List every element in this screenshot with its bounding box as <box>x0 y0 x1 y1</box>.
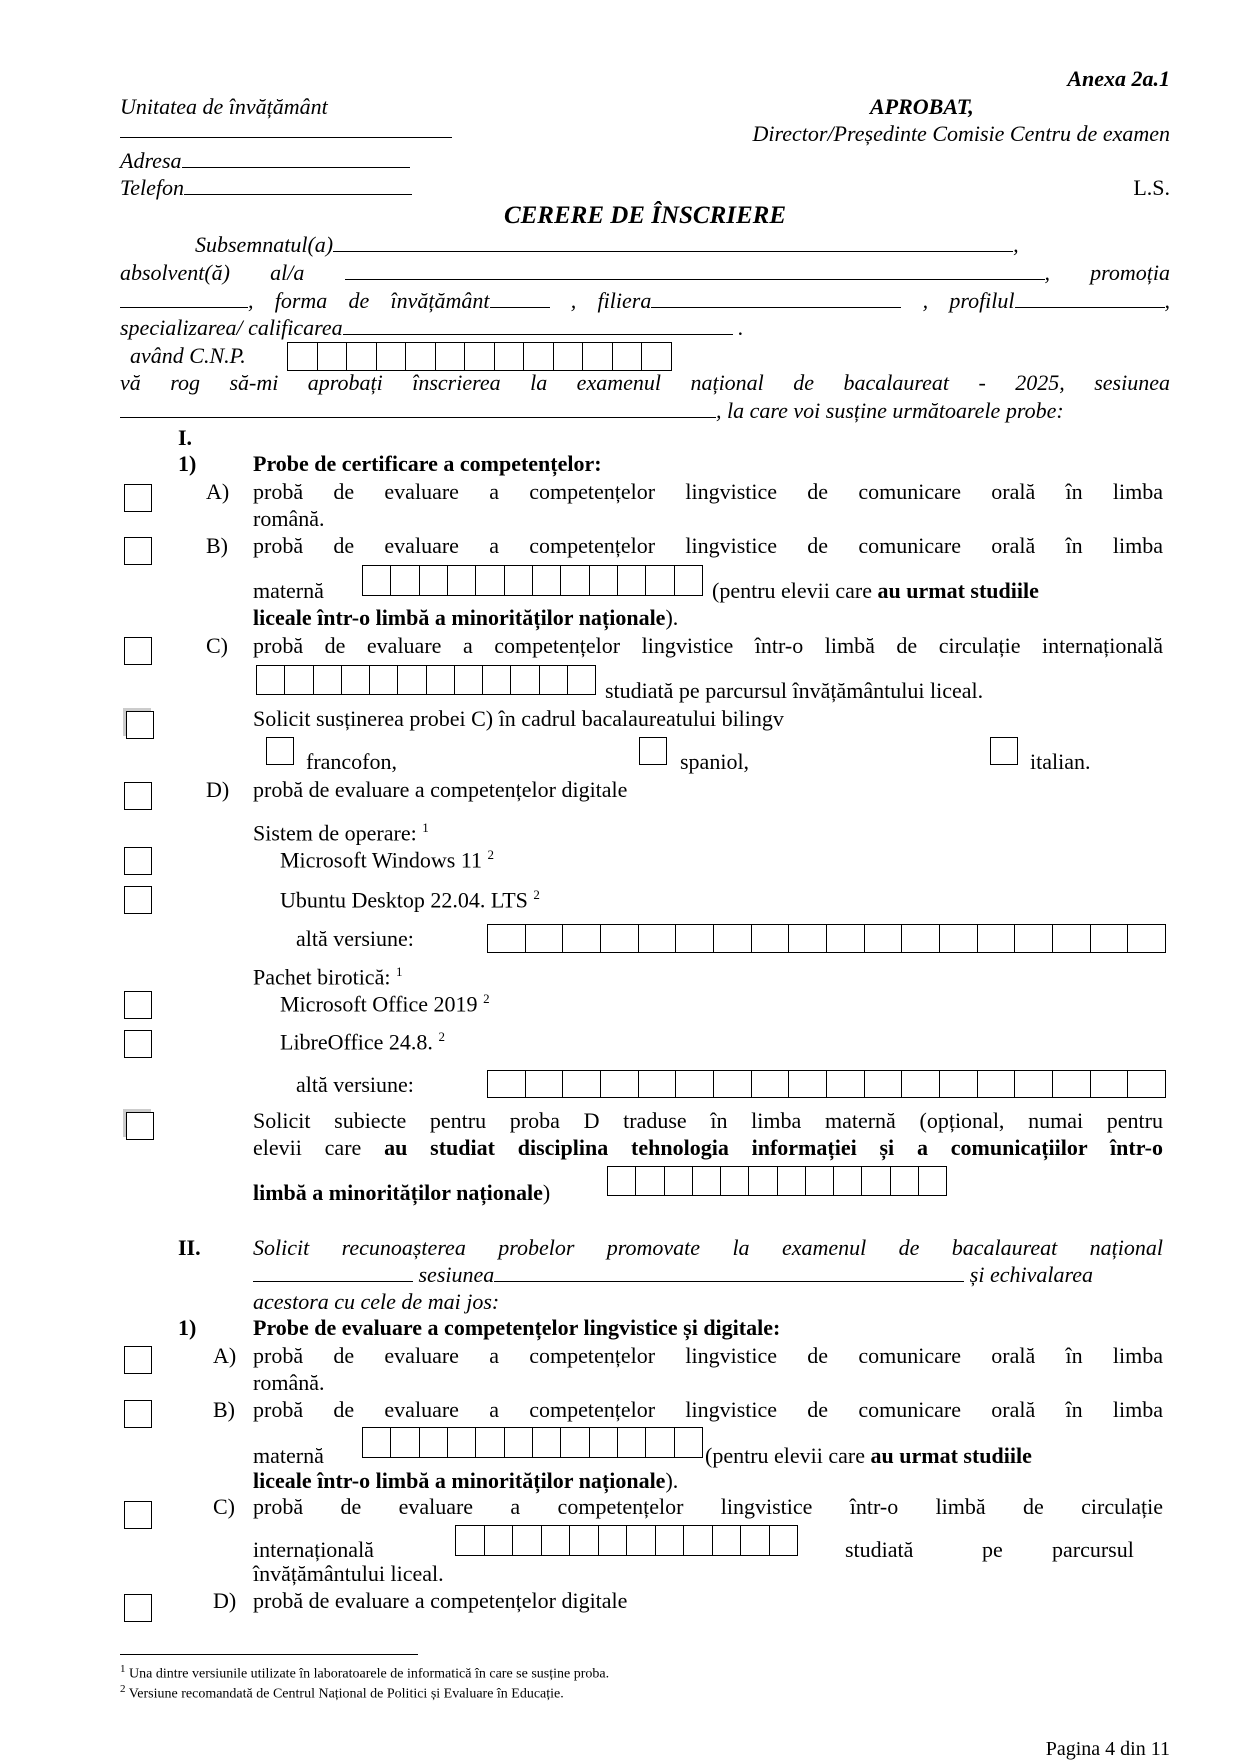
graduate-label: absolvent(ă) al/a <box>120 260 305 285</box>
checkbox-1a[interactable] <box>124 484 152 512</box>
footnote-2-text: Versiune recomandată de Centrul Național de Politici și Evaluare în Educație. <box>128 1686 564 1702</box>
ubuntu-text: Ubuntu Desktop 22.04. LTS <box>280 887 528 913</box>
char-cell[interactable] <box>618 1428 646 1457</box>
msoffice-label: Microsoft Office 2019 $^2$ <box>280 991 490 1017</box>
char-cell[interactable] <box>1015 1071 1053 1097</box>
char-cell[interactable] <box>342 666 370 694</box>
text-2b-paren <box>705 1443 1032 1469</box>
bold-text: au urmat studiile <box>870 1443 1032 1468</box>
translate-text-2 <box>253 1135 1163 1161</box>
mother-tongue-input-2b[interactable] <box>362 1427 703 1458</box>
section-2-session-field[interactable] <box>253 1262 1093 1288</box>
promo-label: , promoția <box>1044 260 1171 285</box>
text-1c-cont: studiată pe parcursul învățământului liceal. <box>605 678 984 703</box>
ubuntu-label: Ubuntu Desktop 22.04. LTS $^2$ <box>280 887 540 913</box>
char-cell[interactable] <box>1128 1071 1165 1097</box>
label-1a: A) <box>206 479 230 504</box>
char-cell[interactable] <box>570 1526 599 1555</box>
checkbox-translate[interactable] <box>126 1112 154 1140</box>
char-cell[interactable] <box>693 1167 721 1195</box>
text-2a-cont: română. <box>253 1370 325 1395</box>
undersigned-field[interactable]: Subsemnatul(a) , <box>195 232 1019 257</box>
char-cell[interactable] <box>778 1167 806 1195</box>
libreoffice-text: LibreOffice 24.8. <box>280 1029 433 1055</box>
branch-label: , filiera <box>570 288 652 313</box>
bold-text: liceale într-o limbă a minorităților naționale <box>253 1468 666 1493</box>
char-cell[interactable] <box>561 1428 589 1457</box>
char-cell[interactable] <box>420 1428 448 1457</box>
paren-text: (pentru elevii care <box>712 578 873 603</box>
checkbox-msoffice[interactable] <box>124 991 152 1019</box>
profile-label: , profilul <box>922 288 1015 313</box>
char-cell[interactable] <box>391 566 419 595</box>
char-cell[interactable] <box>684 1526 713 1555</box>
translate-text-3a: limbă a minorităților naționale <box>253 1180 543 1205</box>
os-label: Sistem de operare: $^1$ <box>253 820 429 846</box>
char-cell[interactable] <box>656 1526 685 1555</box>
text-1b-materna: maternă <box>253 578 324 603</box>
text-1b: probă de evaluare a competențelor lingvistice de comunicare orală în limba <box>253 533 1163 558</box>
checkbox-2b[interactable] <box>124 1400 152 1428</box>
char-cell[interactable] <box>646 566 674 595</box>
text-1d: probă de evaluare a competențelor digitale <box>253 777 628 802</box>
text-2c: probă de evaluare a competențelor lingvistice într-o limbă de circulație <box>253 1494 1163 1519</box>
checkbox-francophone[interactable] <box>266 737 294 765</box>
translate-text-3b: ) <box>542 1180 551 1205</box>
char-cell[interactable] <box>642 343 671 370</box>
char-cell[interactable] <box>561 566 589 595</box>
form-line[interactable]: , forma de învățământ , filiera , profilul , <box>120 288 1170 314</box>
char-cell[interactable] <box>363 1428 391 1457</box>
text-1b-cont <box>253 605 678 631</box>
char-cell[interactable] <box>601 925 639 952</box>
char-cell[interactable] <box>363 566 391 595</box>
checkbox-libreoffice[interactable] <box>124 1030 152 1058</box>
text-1b-paren <box>712 578 1039 604</box>
char-cell[interactable] <box>495 343 525 370</box>
checkbox-italian[interactable] <box>990 737 1018 765</box>
text-1a: probă de evaluare a competențelor lingvistice de comunicare orală în limba <box>253 479 1163 504</box>
office-other-label: altă versiune: <box>296 1072 414 1097</box>
char-cell[interactable] <box>391 1428 419 1457</box>
ls-label: L.S. <box>1133 175 1170 200</box>
section-2-text: Solicit recunoașterea probelor promovate la examenul de bacalaureat național <box>253 1235 1163 1260</box>
char-cell[interactable] <box>806 1167 834 1195</box>
checkbox-2c[interactable] <box>124 1501 152 1529</box>
checkbox-1b[interactable] <box>124 537 152 565</box>
address-label: Adresa <box>120 148 182 173</box>
request-text: vă rog să-mi aprobați înscrierea la examenul național de bacalaureat - 2025, sesiunea <box>120 370 1170 395</box>
char-cell[interactable] <box>288 343 318 370</box>
label-2c: C) <box>213 1494 235 1519</box>
office-label: Pachet birotică: $^1$ <box>253 964 403 990</box>
char-cell[interactable] <box>448 1428 476 1457</box>
char-cell[interactable] <box>789 1071 827 1097</box>
char-cell[interactable] <box>865 925 903 952</box>
char-cell[interactable] <box>563 1071 601 1097</box>
char-cell[interactable] <box>511 666 539 694</box>
footnote-divider <box>120 1654 418 1655</box>
char-cell[interactable] <box>902 925 940 952</box>
char-cell[interactable] <box>583 343 613 370</box>
address-field[interactable] <box>120 148 410 174</box>
char-cell[interactable] <box>347 343 377 370</box>
char-cell[interactable] <box>675 566 702 595</box>
footnote-2-num: 2 <box>120 1683 126 1695</box>
text-2a: probă de evaluare a competențelor lingvistice de comunicare orală în limba <box>253 1343 1163 1368</box>
checkbox-1d[interactable] <box>124 782 152 810</box>
char-cell[interactable] <box>646 1428 674 1457</box>
char-cell[interactable] <box>505 1428 533 1457</box>
label-1d: D) <box>206 777 230 802</box>
char-cell[interactable] <box>554 343 584 370</box>
text-2c-parcursul: parcursul <box>1052 1537 1134 1562</box>
char-cell[interactable] <box>436 343 466 370</box>
char-cell[interactable] <box>1053 925 1091 952</box>
char-cell[interactable] <box>1128 925 1165 952</box>
checkbox-1c[interactable] <box>124 637 152 665</box>
char-cell[interactable] <box>940 925 978 952</box>
char-cell[interactable] <box>639 925 677 952</box>
char-cell[interactable] <box>599 1526 628 1555</box>
libreoffice-label: LibreOffice 24.8. $^2$ <box>280 1029 445 1055</box>
windows-label: Microsoft Windows 11 $^2$ <box>280 847 494 873</box>
end-text: ). <box>665 1468 679 1493</box>
annex-label: Anexa 2a.1 <box>1067 66 1170 91</box>
bold-text: au urmat studiile <box>877 578 1039 603</box>
office-other-input[interactable] <box>487 1070 1166 1098</box>
char-cell[interactable] <box>741 1526 770 1555</box>
page-number: Pagina 4 din 11 <box>1045 1738 1170 1760</box>
spec-label: specializarea/ calificarea <box>120 315 343 340</box>
phone-field[interactable] <box>120 175 412 201</box>
graduate-line[interactable] <box>120 260 1170 286</box>
bold-text: liceale într-o limbă a minorităților naționale <box>253 605 666 630</box>
section-2-text-3: acestora cu cele de mai jos: <box>253 1289 500 1314</box>
char-cell[interactable] <box>675 1428 702 1457</box>
char-cell[interactable] <box>978 1071 1016 1097</box>
unit-label: Unitatea de învățământ <box>120 94 328 119</box>
char-cell[interactable] <box>542 1526 571 1555</box>
translate-text-2b: au studiat disciplina tehnologia informației și a comunicațiilor într-o <box>384 1135 1163 1160</box>
text-2c-studied: studiată <box>845 1537 914 1562</box>
text-1c: probă de evaluare a competențelor lingvistice într-o limbă de circulație internațională <box>253 633 1163 658</box>
char-cell[interactable] <box>665 1167 693 1195</box>
char-cell[interactable] <box>590 1428 618 1457</box>
checkbox-ubuntu[interactable] <box>124 886 152 914</box>
char-cell[interactable] <box>455 666 483 694</box>
language-input-2c[interactable] <box>455 1525 798 1556</box>
char-cell[interactable] <box>485 1526 514 1555</box>
translate-text: Solicit subiecte pentru proba D traduse în limba maternă (opțional, numai pentru <box>253 1108 1163 1133</box>
char-cell[interactable] <box>398 666 426 694</box>
francophone-label: francofon, <box>306 749 398 774</box>
footnote-2 <box>120 1680 564 1704</box>
checkbox-2d[interactable] <box>124 1594 152 1622</box>
label-1b: B) <box>206 533 228 558</box>
char-cell[interactable] <box>827 1071 865 1097</box>
char-cell[interactable] <box>524 343 554 370</box>
section-1-heading: Probe de certificare a competențelor: <box>253 451 602 476</box>
translate-text-3 <box>253 1180 550 1206</box>
session-label: sesiunea <box>418 1262 495 1287</box>
char-cell[interactable] <box>513 1526 542 1555</box>
char-cell[interactable] <box>1091 1071 1129 1097</box>
char-cell[interactable] <box>257 666 285 694</box>
char-cell[interactable] <box>714 1071 752 1097</box>
label-2a: A) <box>213 1343 237 1368</box>
char-cell[interactable] <box>1053 1071 1091 1097</box>
label-2d: D) <box>213 1588 237 1613</box>
char-cell[interactable] <box>568 666 595 694</box>
char-cell[interactable] <box>752 925 790 952</box>
char-cell[interactable] <box>526 1071 564 1097</box>
language-input-1c[interactable] <box>256 665 596 695</box>
char-cell[interactable] <box>505 566 533 595</box>
section-2-heading: Probe de evaluare a competențelor lingvistice și digitale: <box>253 1315 781 1340</box>
undersigned-label: Subsemnatul(a) <box>195 232 334 257</box>
char-cell[interactable] <box>406 343 436 370</box>
equivalence-label: și echivalarea <box>969 1262 1093 1287</box>
char-cell[interactable] <box>865 1071 903 1097</box>
section-1-roman: I. <box>178 425 193 450</box>
bilingual-text: Solicit susținerea probei C) în cadrul bacalaureatului bilingv <box>253 706 784 731</box>
char-cell[interactable] <box>627 1526 656 1555</box>
unit-field[interactable] <box>120 118 452 144</box>
char-cell[interactable] <box>448 566 476 595</box>
end-text: ). <box>665 605 679 630</box>
char-cell[interactable] <box>540 666 568 694</box>
footnote-1-text: Una dintre versiunile utilizate în laboratoarele de informatică în care se susține proba. <box>129 1666 610 1682</box>
text-2c-intl: internațională <box>253 1537 374 1562</box>
translate-language-input[interactable] <box>607 1166 947 1196</box>
translate-text-2a: elevii care <box>253 1135 362 1160</box>
char-cell[interactable] <box>978 925 1016 952</box>
mother-tongue-input-1b[interactable] <box>362 565 703 596</box>
text-2b-cont <box>253 1468 678 1494</box>
label-2b: B) <box>213 1397 235 1422</box>
char-cell[interactable] <box>601 1071 639 1097</box>
char-cell[interactable] <box>476 1428 504 1457</box>
probes-label: , la care voi susține următoarele probe: <box>716 398 1064 423</box>
footnote-1-num: 1 <box>120 1663 126 1675</box>
char-cell[interactable] <box>488 925 526 952</box>
checkbox-2a[interactable] <box>124 1346 152 1374</box>
char-cell[interactable] <box>834 1167 862 1195</box>
text-2b: probă de evaluare a competențelor lingvistice de comunicare orală în limba <box>253 1397 1163 1422</box>
os-other-input[interactable] <box>487 924 1166 953</box>
approved-label: APROBAT, <box>870 94 974 119</box>
cnp-label: având C.N.P. <box>130 343 246 368</box>
char-cell[interactable] <box>714 925 752 952</box>
char-cell[interactable] <box>749 1167 777 1195</box>
session-field[interactable] <box>120 398 1064 424</box>
section-2-roman: II. <box>178 1235 201 1260</box>
os-label-text: Sistem de operare: <box>253 820 417 846</box>
paren-text: (pentru elevii care <box>705 1443 866 1468</box>
italian-label: italian. <box>1030 749 1091 774</box>
form-label: , forma de învățământ <box>248 288 490 313</box>
char-cell[interactable] <box>789 925 827 952</box>
char-cell[interactable] <box>770 1526 798 1555</box>
char-cell[interactable] <box>752 1071 790 1097</box>
char-cell[interactable] <box>314 666 342 694</box>
text-2d: probă de evaluare a competențelor digitale <box>253 1588 628 1613</box>
checkbox-bilingual[interactable] <box>126 711 154 739</box>
checkbox-windows[interactable] <box>124 847 152 875</box>
char-cell[interactable] <box>639 1071 677 1097</box>
office-label-text: Pachet birotică: <box>253 964 391 990</box>
char-cell[interactable] <box>1091 925 1129 952</box>
char-cell[interactable] <box>902 1071 940 1097</box>
char-cell[interactable] <box>377 343 407 370</box>
cnp-input[interactable] <box>287 342 672 371</box>
text-2b-materna: maternă <box>253 1443 324 1468</box>
text-2c-cont: învățământului liceal. <box>253 1561 444 1586</box>
char-cell[interactable] <box>827 925 865 952</box>
spanish-label: spaniol, <box>680 749 750 774</box>
msoffice-text: Microsoft Office 2019 <box>280 991 478 1017</box>
char-cell[interactable] <box>862 1167 890 1195</box>
char-cell[interactable] <box>940 1071 978 1097</box>
char-cell[interactable] <box>721 1167 749 1195</box>
char-cell[interactable] <box>676 925 714 952</box>
char-cell[interactable] <box>713 1526 742 1555</box>
char-cell[interactable] <box>613 343 643 370</box>
label-1c: C) <box>206 633 228 658</box>
section-2-num: 1) <box>178 1315 197 1340</box>
char-cell[interactable] <box>456 1526 485 1555</box>
char-cell[interactable] <box>676 1071 714 1097</box>
phone-label: Telefon <box>120 175 184 200</box>
char-cell[interactable] <box>919 1167 946 1195</box>
char-cell[interactable] <box>488 1071 526 1097</box>
char-cell[interactable] <box>618 566 646 595</box>
char-cell[interactable] <box>608 1167 636 1195</box>
checkbox-spanish[interactable] <box>639 737 667 765</box>
char-cell[interactable] <box>370 666 398 694</box>
windows-text: Microsoft Windows 11 <box>280 847 482 873</box>
char-cell[interactable] <box>1015 925 1053 952</box>
char-cell[interactable] <box>427 666 455 694</box>
char-cell[interactable] <box>465 343 495 370</box>
char-cell[interactable] <box>891 1167 919 1195</box>
char-cell[interactable] <box>476 566 504 595</box>
spec-field[interactable]: specializarea/ calificarea . <box>120 315 744 340</box>
text-2c-pe: pe <box>982 1537 1003 1562</box>
char-cell[interactable] <box>420 566 448 595</box>
director-label: Director/Președinte Comisie Centru de examen <box>752 121 1170 146</box>
char-cell[interactable] <box>533 566 561 595</box>
page-title: CERERE DE ÎNSCRIERE <box>503 202 787 229</box>
char-cell[interactable] <box>563 925 601 952</box>
text-1a-cont: română. <box>253 506 325 531</box>
section-1-num: 1) <box>178 451 197 476</box>
char-cell[interactable] <box>318 343 348 370</box>
char-cell[interactable] <box>636 1167 664 1195</box>
char-cell[interactable] <box>526 925 564 952</box>
char-cell[interactable] <box>483 666 511 694</box>
char-cell[interactable] <box>533 1428 561 1457</box>
char-cell[interactable] <box>285 666 313 694</box>
os-other-label: altă versiune: <box>296 926 414 951</box>
char-cell[interactable] <box>590 566 618 595</box>
